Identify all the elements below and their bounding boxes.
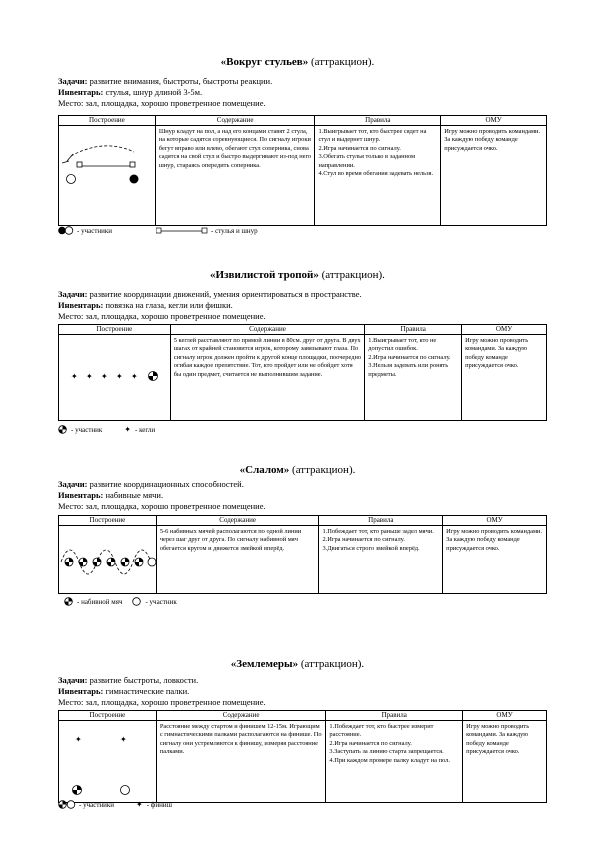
legend: - набивной мяч - участник bbox=[64, 597, 177, 606]
content-cell: Расстояние между стартом и финишем 12-15м. Играющим с гимнастическими палками располагаются на финише. По сигналу они устремляются к финишу, измеряя расстояние палками. bbox=[156, 721, 326, 803]
participant-icon bbox=[58, 800, 76, 809]
rules-cell: 1.Побеждает тот, кто быстрее измерит расстояние. 2.Игра начинается по сигналу. 3.Заступать за линию старта запрещается. 4.При каждом промере палку кладут на пол. bbox=[326, 721, 463, 803]
omu-cell: Игру можно проводить командами. За каждую победу команде присуждается очко. bbox=[443, 526, 547, 594]
header-scheme: Построение bbox=[59, 325, 171, 335]
rules-cell: 1.Выигрывает тот, кто не допустил ошибок. 2.Игра начинается по сигналу. 3.Нельзя задевать или ронять предметы. bbox=[365, 335, 462, 421]
game-table bbox=[58, 515, 547, 594]
header-rules: Правила bbox=[365, 325, 462, 335]
header-rules: Правила bbox=[315, 116, 441, 126]
content-cell: 5 кеглей расставляют по прямой линии в 80см. друг от друга. В двух шагах от крайней становится игрок, которому завязывают глаза. По сигналу игрок должен пройти к другой конце площадки, поочередно огибая каждое препятствие. Тот, кто пройдет или не обойдет хотя бы один предмет, считается не выполнившим задание. bbox=[170, 335, 365, 421]
section-meta: Задачи: развитие координационных способностей. Инвентарь: набивные мячи. Место: зал, площадка, хорошо проветренное помещение. bbox=[58, 479, 266, 511]
header-rules: Правила bbox=[326, 711, 463, 721]
header-scheme: Построение bbox=[59, 711, 157, 721]
pin-icon: ✦ bbox=[124, 425, 131, 434]
svg-text:✦: ✦ bbox=[116, 372, 123, 381]
header-omu: ОМУ bbox=[463, 711, 547, 721]
section-title: «Вокруг стульев» (аттракцион). bbox=[220, 56, 375, 68]
scheme-diagram bbox=[59, 721, 157, 803]
omu-cell: Игру можно проводить командами. За каждую победу команде присуждается очко. bbox=[463, 721, 547, 803]
section-meta: Задачи: развитие внимания, быстроты, быстроты реакции. Инвентарь: стулья, шнур длиной 3-5м. Место: зал, площадка, хорошо проветренное помещение. bbox=[58, 76, 273, 108]
game-table bbox=[58, 324, 547, 421]
scheme-diagram bbox=[59, 126, 156, 226]
header-rules: Правила bbox=[319, 516, 443, 526]
participant-icon bbox=[132, 597, 142, 606]
svg-text:✦: ✦ bbox=[71, 372, 78, 381]
legend: - участник ✦ - кегли bbox=[58, 425, 155, 434]
rules-cell: 1.Выигрывает тот, кто быстрее сядет на стул и выдернет шнур. 2.Игра начинается по сигналу. 3.Обегать стулья только в заданном направлении. 4.Стул во время обегания задевать нельзя. bbox=[315, 126, 441, 226]
medicine-ball-icon bbox=[64, 597, 74, 606]
header-omu: ОМУ bbox=[441, 116, 547, 126]
omu-cell: Игру можно проводить командами. За каждую победу команде присуждается очко. bbox=[441, 126, 547, 226]
section-title: «Землемеры» (аттракцион). bbox=[230, 658, 365, 670]
header-omu: ОМУ bbox=[443, 516, 547, 526]
game-table bbox=[58, 115, 547, 226]
svg-text:✦: ✦ bbox=[86, 372, 93, 381]
section-meta: Задачи: развитие быстроты, ловкости. Инвентарь: гимнастические палки. Место: зал, площадка, хорошо проветренное помещение. bbox=[58, 675, 266, 707]
svg-text:✦: ✦ bbox=[75, 735, 82, 744]
chair-rope-icon bbox=[156, 226, 208, 235]
svg-text:✦: ✦ bbox=[120, 735, 127, 744]
scheme-diagram bbox=[59, 335, 171, 421]
header-omu: ОМУ bbox=[462, 325, 547, 335]
rules-cell: 1.Побеждает тот, кто раньше задел мячи. 2.Игра начинается по сигналу. 3.Двигаться строго змейкой вперёд. bbox=[319, 526, 443, 594]
section-meta: Задачи: развитие координации движений, умения ориентироваться в пространстве. Инвентарь: повязка на глаза, кегли или фишки. Место: зал, площадка, хорошо проветренное помещение. bbox=[58, 289, 362, 321]
legend: - участники ✦ - финиш bbox=[58, 800, 172, 809]
header-scheme: Построение bbox=[59, 116, 156, 126]
header-content: Содержание bbox=[170, 325, 365, 335]
svg-text:✦: ✦ bbox=[101, 372, 108, 381]
participant-icon bbox=[58, 226, 74, 235]
game-table bbox=[58, 710, 547, 803]
finish-icon: ✦ bbox=[136, 800, 143, 809]
header-content: Содержание bbox=[155, 116, 315, 126]
scheme-diagram bbox=[59, 526, 157, 594]
content-cell: 5-6 набивных мячей располагаются по одной линии через шаг друг от друга. По сигналу набивной мяч обегается кругом и движется змейкой вперёд. bbox=[156, 526, 319, 594]
section-title: «Извилистой тропой» (аттракцион). bbox=[210, 269, 385, 281]
participant-icon bbox=[58, 425, 68, 434]
section-title: «Слалом» (аттракцион). bbox=[239, 464, 356, 476]
header-content: Содержание bbox=[156, 516, 319, 526]
omu-cell: Игру можно проводить командами. За каждую победу команде присуждается очко. bbox=[462, 335, 547, 421]
svg-text:✦: ✦ bbox=[131, 372, 138, 381]
content-cell: Шнур кладут на пол, а над его концами ставят 2 стула, на которые садятся соревнующиеся. По сигналу игроки бегут вправо или влево, обегают стул соперника, снова садятся на свой стул и быстро выдергивают из-под него шнур, стараясь опередить соперника. bbox=[155, 126, 315, 226]
legend: - участники - стулья и шнур bbox=[58, 226, 258, 235]
header-scheme: Построение bbox=[59, 516, 157, 526]
header-content: Содержание bbox=[156, 711, 326, 721]
